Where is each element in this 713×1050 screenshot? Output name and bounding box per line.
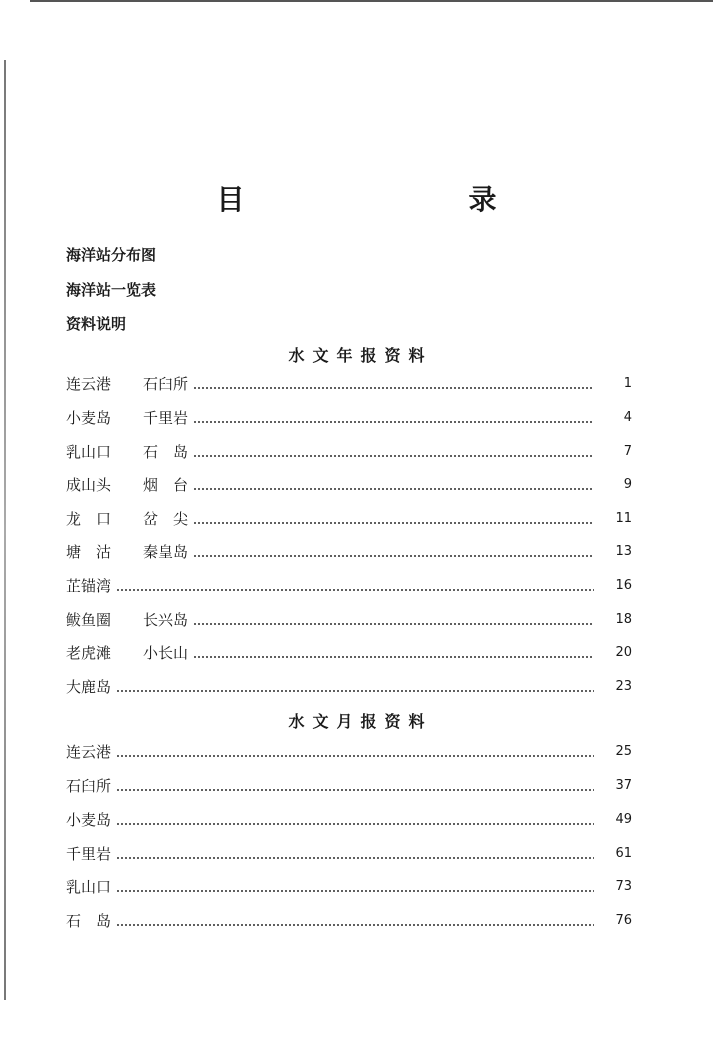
dot-leader <box>193 656 594 658</box>
toc-entry <box>66 574 632 596</box>
entry-station-a: 连云港 <box>66 374 112 393</box>
toc-entry <box>66 740 632 762</box>
front-matter-station-map: 海洋站分布图 <box>66 246 157 264</box>
entry-station-a: 连云港 <box>66 742 112 761</box>
entry-page-number: 73 <box>615 878 632 894</box>
scan-edge-top <box>30 0 713 2</box>
entry-page-number: 25 <box>615 743 632 759</box>
entry-page-number: 76 <box>615 912 632 928</box>
entry-page-number: 11 <box>615 510 632 526</box>
dot-leader <box>193 522 594 524</box>
entry-page-number: 49 <box>615 811 632 827</box>
entry-page-number: 18 <box>615 611 632 627</box>
entry-station-a: 龙 口 <box>66 509 112 528</box>
toc-entry <box>66 842 632 864</box>
entry-page-number: 16 <box>615 577 632 593</box>
entry-station-b: 岔 尖 <box>143 509 189 528</box>
toc-entry <box>66 774 632 796</box>
dot-leader <box>193 387 594 389</box>
page-title: 目 录 <box>216 183 553 216</box>
toc-entry <box>66 440 632 462</box>
dot-leader <box>193 421 594 423</box>
entry-station-b: 石臼所 <box>143 374 189 393</box>
front-matter-data-notes: 资料说明 <box>66 315 127 333</box>
toc-entry <box>66 608 632 630</box>
entry-page-number: 7 <box>623 443 632 459</box>
entry-station-a: 小麦岛 <box>66 408 112 427</box>
toc-entry <box>66 909 632 931</box>
entry-station-b: 石 岛 <box>143 442 189 461</box>
dot-leader <box>193 623 594 625</box>
toc-entry <box>66 473 632 495</box>
toc-entry <box>66 372 632 394</box>
dot-leader <box>193 455 594 457</box>
section-heading-monthly: 水文月报资料 <box>288 712 433 731</box>
entry-station-b: 秦皇岛 <box>143 542 189 561</box>
dot-leader <box>193 488 594 490</box>
entry-station-b: 长兴岛 <box>143 610 189 629</box>
entry-station-a: 石 岛 <box>66 911 112 930</box>
section-heading-yearly: 水文年报资料 <box>288 346 433 365</box>
toc-entry <box>66 875 632 897</box>
toc-entry <box>66 808 632 830</box>
toc-entry <box>66 507 632 529</box>
dot-leader <box>193 555 594 557</box>
entry-station-b: 烟 台 <box>143 475 189 494</box>
dot-leader <box>116 857 594 859</box>
entry-station-a: 石臼所 <box>66 776 112 795</box>
dot-leader <box>116 755 594 757</box>
dot-leader <box>116 789 594 791</box>
entry-page-number: 13 <box>615 543 632 559</box>
toc-entry <box>66 406 632 428</box>
dot-leader <box>116 924 594 926</box>
entry-station-a: 老虎滩 <box>66 643 112 662</box>
entry-station-b: 千里岩 <box>143 408 189 427</box>
entry-station-a: 芷锚湾 <box>66 576 112 595</box>
entry-page-number: 37 <box>615 777 632 793</box>
entry-station-a: 大鹿岛 <box>66 677 112 696</box>
entry-page-number: 1 <box>623 375 632 391</box>
entry-station-a: 千里岩 <box>66 844 112 863</box>
entry-station-a: 鲅鱼圈 <box>66 610 112 629</box>
entry-station-a: 乳山口 <box>66 442 112 461</box>
entry-station-b: 小长山 <box>143 643 189 662</box>
dot-leader <box>116 823 594 825</box>
entry-page-number: 4 <box>623 409 632 425</box>
entry-page-number: 23 <box>615 678 632 694</box>
toc-entry <box>66 641 632 663</box>
entry-station-a: 塘 沽 <box>66 542 112 561</box>
entry-page-number: 9 <box>623 476 632 492</box>
entry-station-a: 小麦岛 <box>66 810 112 829</box>
dot-leader <box>116 589 594 591</box>
entry-station-a: 成山头 <box>66 475 112 494</box>
entry-page-number: 20 <box>615 644 632 660</box>
dot-leader <box>116 690 594 692</box>
entry-page-number: 61 <box>615 845 632 861</box>
toc-entry <box>66 540 632 562</box>
front-matter-station-list: 海洋站一览表 <box>66 281 157 299</box>
entry-station-a: 乳山口 <box>66 877 112 896</box>
dot-leader <box>116 890 594 892</box>
toc-entry <box>66 675 632 697</box>
